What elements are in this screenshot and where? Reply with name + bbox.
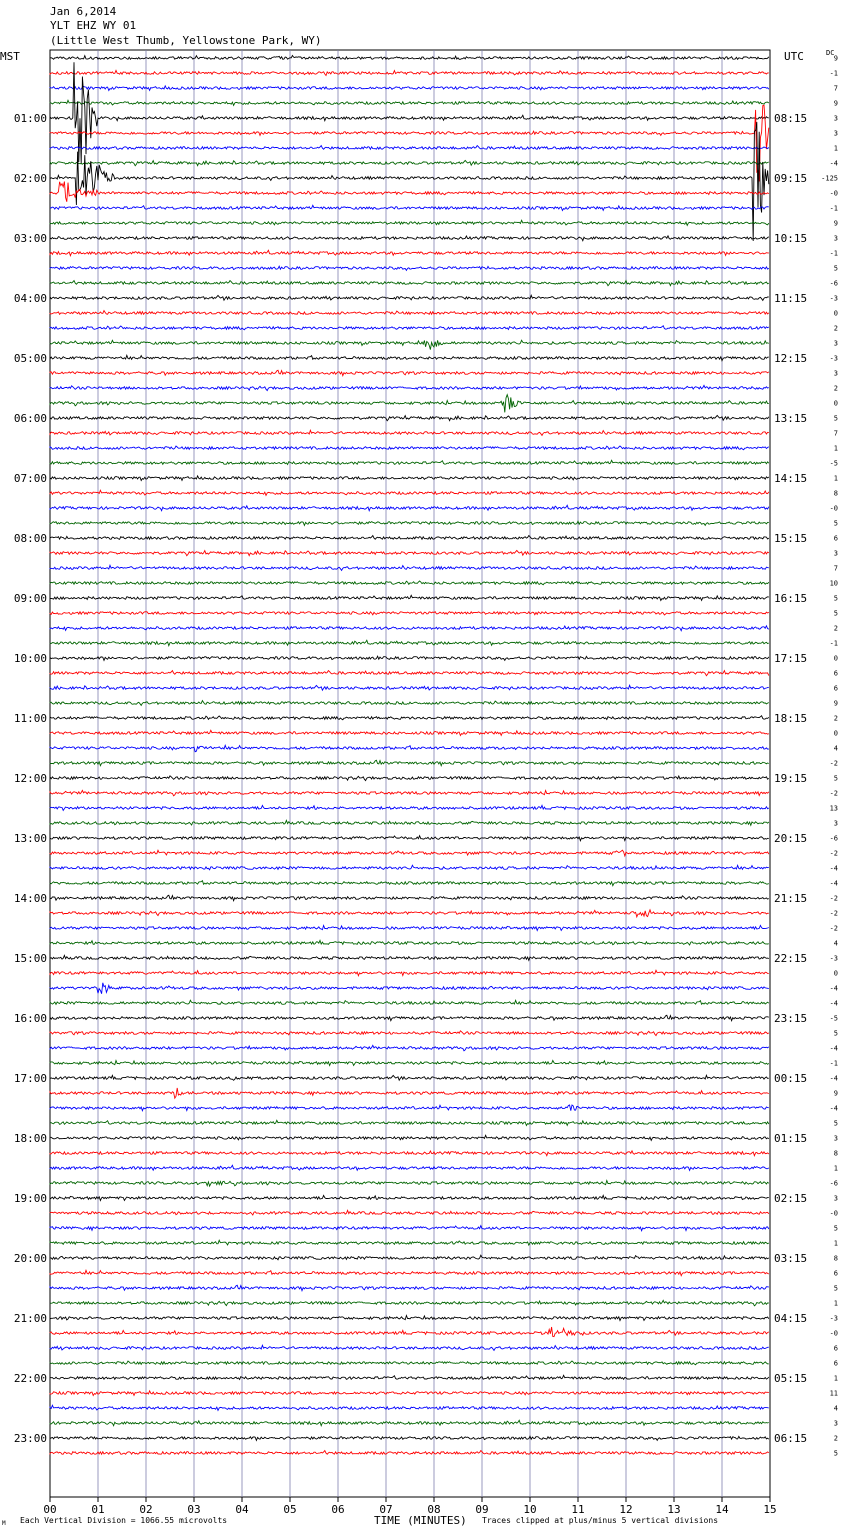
trace-line — [50, 1405, 769, 1410]
trace-line — [50, 1226, 769, 1231]
utc-hour-label: 11:15 — [774, 292, 808, 305]
utc-hour-label: 06:15 — [774, 1432, 808, 1445]
dc-offset-label: 5 — [833, 594, 838, 603]
dc-offset-label: 5 — [833, 519, 838, 528]
dc-offset-label: -3 — [829, 1314, 838, 1323]
trace-line — [50, 581, 769, 585]
dc-offset-label: -4 — [829, 999, 838, 1008]
dc-offset-label: -3 — [829, 954, 838, 963]
dc-offset-label: 6 — [833, 684, 838, 693]
dc-offset-label: 3 — [833, 549, 838, 558]
trace-line — [50, 1300, 769, 1305]
dc-offset-label: 3 — [833, 234, 838, 243]
trace-line — [50, 685, 769, 690]
trace-line — [50, 1391, 769, 1396]
dc-offset-label: 5 — [833, 1029, 838, 1038]
local-hour-label: 06:00 — [13, 412, 47, 425]
local-hour-label: 10:00 — [13, 652, 47, 665]
utc-hour-label: 00:15 — [774, 1072, 808, 1085]
x-tick-label: 04 — [235, 1503, 249, 1516]
dc-offset-label: 9 — [833, 1089, 838, 1098]
dc-offset-label: 3 — [833, 114, 838, 123]
trace-line — [50, 1436, 769, 1440]
dc-offset-label: -2 — [829, 789, 838, 798]
trace-line — [50, 716, 769, 720]
trace-line — [50, 370, 769, 375]
trace-line — [50, 1060, 769, 1065]
dc-offset-label: 3 — [833, 1419, 838, 1428]
trace-line — [50, 505, 769, 510]
trace-line — [50, 701, 769, 706]
dc-offset-label: 2 — [833, 714, 838, 723]
trace-line — [50, 1181, 769, 1187]
trace-line — [50, 805, 769, 810]
trace-line — [50, 160, 769, 165]
trace-line — [50, 550, 769, 555]
x-tick-label: 11 — [571, 1503, 585, 1516]
trace-line — [50, 385, 769, 390]
dc-offset-label: 8 — [833, 1254, 838, 1263]
utc-hour-label: 08:15 — [774, 112, 808, 125]
trace-line — [50, 1120, 769, 1125]
trace-line — [50, 895, 769, 900]
trace-line — [50, 1151, 769, 1156]
dc-offset-label: -4 — [829, 1104, 838, 1113]
trace-line — [50, 355, 769, 360]
trace-line — [50, 1375, 769, 1379]
dc-offset-label: -5 — [829, 1014, 838, 1023]
trace-line — [50, 1000, 769, 1004]
dc-offset-label: -2 — [829, 759, 838, 768]
dc-offset-label: -6 — [829, 1179, 838, 1188]
trace-line — [50, 1031, 769, 1036]
local-hour-label: 16:00 — [13, 1012, 47, 1025]
dc-offset-label: -1 — [829, 249, 838, 258]
dc-offset-label: 1 — [833, 1164, 838, 1173]
trace-line — [50, 415, 769, 420]
dc-offset-label: 4 — [833, 744, 838, 753]
trace-line — [50, 760, 769, 765]
utc-hour-label: 13:15 — [774, 412, 808, 425]
trace-line — [50, 1451, 769, 1455]
dc-offset-label: 6 — [833, 1344, 838, 1353]
dc-offset-label: 4 — [833, 939, 838, 948]
trace-line — [50, 1361, 769, 1365]
trace-line — [50, 610, 769, 615]
trace-line — [50, 1195, 769, 1200]
dc-offset-label: 0 — [833, 729, 838, 738]
local-hour-label: 07:00 — [13, 472, 47, 485]
dc-offset-label: -0 — [829, 504, 838, 513]
x-tick-label: 15 — [763, 1503, 777, 1516]
trace-line — [50, 881, 769, 886]
trace-line — [50, 1316, 769, 1321]
trace-line — [50, 266, 769, 270]
dc-offset-label: 10 — [829, 579, 838, 588]
dc-offset-label: -4 — [829, 984, 838, 993]
dc-offset-label: 9 — [833, 99, 838, 108]
trace-line — [50, 656, 769, 660]
trace-line — [50, 940, 769, 945]
dc-offset-label: -2 — [829, 909, 838, 918]
trace-line — [50, 236, 769, 241]
clip-note: Traces clipped at plus/minus 5 vertical divisions — [482, 1516, 719, 1525]
dc-offset-label: -6 — [829, 834, 838, 843]
trace-line — [50, 1045, 769, 1050]
trace-line — [50, 521, 769, 525]
local-hour-label: 04:00 — [13, 292, 47, 305]
trace-line — [50, 395, 769, 413]
trace-line — [50, 1255, 769, 1260]
trace-line — [50, 955, 769, 960]
x-tick-label: 00 — [43, 1503, 57, 1516]
trace-line — [50, 970, 769, 975]
trace-line — [50, 446, 769, 450]
dc-offset-label: 2 — [833, 324, 838, 333]
utc-hour-label: 16:15 — [774, 592, 808, 605]
trace-line — [50, 536, 769, 540]
dc-offset-label: 6 — [833, 534, 838, 543]
x-tick-label: 10 — [523, 1503, 537, 1516]
local-hour-label: 17:00 — [13, 1072, 47, 1085]
corner-mark: M — [2, 1520, 6, 1527]
trace-line — [50, 311, 769, 315]
trace-line — [50, 1088, 769, 1098]
dc-offset-label: 8 — [833, 489, 838, 498]
trace-line — [50, 70, 769, 75]
trace-line — [50, 925, 769, 930]
local-timezone-label: MST — [0, 50, 20, 63]
utc-hour-label: 15:15 — [774, 532, 808, 545]
trace-line — [50, 820, 769, 825]
trace-line — [50, 626, 769, 631]
local-hour-label: 22:00 — [13, 1372, 47, 1385]
local-hour-label: 03:00 — [13, 232, 47, 245]
x-tick-label: 09 — [475, 1503, 489, 1516]
trace-line — [50, 1135, 769, 1140]
dc-offset-label: 9 — [833, 219, 838, 228]
dc-offset-label: -2 — [829, 849, 838, 858]
dc-offset-label: 3 — [833, 369, 838, 378]
utc-hour-label: 05:15 — [774, 1372, 808, 1385]
dc-offset-label: 9 — [833, 699, 838, 708]
local-hour-label: 13:00 — [13, 832, 47, 845]
trace-line — [50, 595, 769, 600]
trace-line — [50, 146, 769, 150]
trace-line — [50, 1327, 769, 1337]
dc-offset-label: 6 — [833, 669, 838, 678]
trace-line — [50, 250, 769, 255]
dc-offset-label: 0 — [833, 399, 838, 408]
utc-hour-label: 09:15 — [774, 172, 808, 185]
dc-offset-label: -3 — [829, 354, 838, 363]
trace-line — [50, 671, 769, 676]
utc-hour-label: 19:15 — [774, 772, 808, 785]
dc-offset-label: 0 — [833, 969, 838, 978]
trace-line — [50, 1420, 769, 1425]
trace-line — [50, 182, 769, 202]
local-hour-label: 19:00 — [13, 1192, 47, 1205]
dc-offset-label: 3 — [833, 1134, 838, 1143]
x-tick-label: 13 — [667, 1503, 681, 1516]
utc-hour-label: 22:15 — [774, 952, 808, 965]
dc-offset-label: 7 — [833, 564, 838, 573]
local-hour-label: 21:00 — [13, 1312, 47, 1325]
utc-hour-label: 02:15 — [774, 1192, 808, 1205]
trace-line — [50, 910, 769, 917]
dc-offset-label: 5 — [833, 609, 838, 618]
station-location: (Little West Thumb, Yellowstone Park, WY) — [50, 34, 322, 47]
dc-offset-label: -1 — [829, 639, 838, 648]
trace-group — [50, 56, 769, 1455]
trace-line — [50, 100, 769, 105]
utc-hour-label: 14:15 — [774, 472, 808, 485]
local-hour-label: 09:00 — [13, 592, 47, 605]
x-tick-label: 08 — [427, 1503, 441, 1516]
local-hour-label: 23:00 — [13, 1432, 47, 1445]
local-hour-label: 20:00 — [13, 1252, 47, 1265]
utc-hour-label: 23:15 — [774, 1012, 808, 1025]
dc-offset-label: 5 — [833, 1119, 838, 1128]
dc-offset-label: 7 — [833, 429, 838, 438]
dc-offset-label: 9 — [833, 54, 838, 63]
dc-offset-label: -4 — [829, 1074, 838, 1083]
dc-offset-label: 4 — [833, 1404, 838, 1413]
trace-line — [50, 836, 769, 841]
trace-line — [50, 86, 769, 91]
utc-hour-label: 01:15 — [774, 1132, 808, 1145]
trace-line — [50, 476, 769, 481]
trace-line — [50, 295, 769, 300]
dc-offset-label: 5 — [833, 414, 838, 423]
trace-line — [50, 865, 769, 870]
local-hour-label: 12:00 — [13, 772, 47, 785]
dc-offset-label: -2 — [829, 894, 838, 903]
plot-date: Jan 6,2014 — [50, 5, 117, 18]
station-code: YLT EHZ WY 01 — [50, 19, 137, 32]
local-hour-label: 18:00 — [13, 1132, 47, 1145]
dc-offset-label: 1 — [833, 144, 838, 153]
trace-line — [50, 205, 769, 210]
local-hour-label: 05:00 — [13, 352, 47, 365]
dc-offset-label: 11 — [829, 1389, 838, 1398]
trace-line — [50, 1285, 769, 1290]
dc-offset-label: -2 — [829, 924, 838, 933]
dc-offset-label: -125 — [821, 174, 838, 183]
dc-offset-label: 1 — [833, 1239, 838, 1248]
trace-line — [50, 640, 769, 645]
utc-hour-label: 20:15 — [774, 832, 808, 845]
trace-line — [50, 565, 769, 570]
trace-line — [50, 340, 769, 349]
x-axis-label: TIME (MINUTES) — [374, 1514, 467, 1527]
dc-offset-label: 0 — [833, 654, 838, 663]
dc-offset-label: 3 — [833, 339, 838, 348]
utc-hour-label: 03:15 — [774, 1252, 808, 1265]
x-tick-label: 14 — [715, 1503, 729, 1516]
x-tick-label: 05 — [283, 1503, 297, 1516]
vertical-division-note: Each Vertical Division = 1066.55 microvolts — [20, 1516, 228, 1525]
x-tick-label: 03 — [187, 1503, 201, 1516]
trace-line — [50, 1345, 769, 1350]
trace-line — [50, 1240, 769, 1245]
trace-line — [50, 1105, 769, 1111]
local-hour-label: 01:00 — [13, 112, 47, 125]
dc-offset-label: 2 — [833, 624, 838, 633]
dc-offset-label: -0 — [829, 189, 838, 198]
trace-line — [50, 745, 769, 751]
trace-line — [50, 281, 769, 286]
trace-line — [50, 790, 769, 795]
trace-line — [50, 1015, 769, 1020]
local-hour-label: 02:00 — [13, 172, 47, 185]
dc-offset-label: -4 — [829, 159, 838, 168]
dc-offset-label: -3 — [829, 294, 838, 303]
dc-offset-label: -1 — [829, 1059, 838, 1068]
dc-offset-label: -0 — [829, 1329, 838, 1338]
dc-offset-label: 5 — [833, 1224, 838, 1233]
dc-offset-label: -6 — [829, 279, 838, 288]
dc-offset-label: 1 — [833, 474, 838, 483]
dc-offset-label: -4 — [829, 879, 838, 888]
dc-offset-label: 3 — [833, 1194, 838, 1203]
trace-line — [50, 220, 769, 225]
dc-offset-label: -1 — [829, 69, 838, 78]
dc-offset-label: 2 — [833, 1434, 838, 1443]
dc-offset-label: 5 — [833, 1284, 838, 1293]
x-tick-label: 06 — [331, 1503, 345, 1516]
trace-line — [50, 1075, 769, 1080]
local-hour-label: 11:00 — [13, 712, 47, 725]
x-tick-label: 02 — [139, 1503, 153, 1516]
utc-hour-label: 10:15 — [774, 232, 808, 245]
x-tick-label: 12 — [619, 1503, 633, 1516]
dc-offset-label: -4 — [829, 1044, 838, 1053]
x-tick-label: 01 — [91, 1503, 105, 1516]
trace-line — [50, 326, 769, 330]
dc-offset-label: 6 — [833, 1359, 838, 1368]
trace-line — [50, 730, 769, 735]
dc-offset-label: 1 — [833, 1374, 838, 1383]
dc-offset-label: 5 — [833, 264, 838, 273]
dc-offset-label: 5 — [833, 774, 838, 783]
trace-line — [50, 1270, 769, 1275]
local-hour-label: 14:00 — [13, 892, 47, 905]
trace-line — [50, 430, 769, 435]
dc-offset-label: 3 — [833, 819, 838, 828]
trace-line — [50, 1210, 769, 1215]
trace-line — [50, 1165, 769, 1170]
dc-offset-label: 0 — [833, 309, 838, 318]
dc-offset-header: DC — [826, 49, 835, 57]
dc-offset-label: -1 — [829, 204, 838, 213]
utc-timezone-label: UTC — [784, 50, 804, 63]
trace-line — [50, 850, 769, 856]
dc-offset-label: -5 — [829, 459, 838, 468]
trace-line — [50, 983, 769, 994]
dc-offset-label: 1 — [833, 444, 838, 453]
local-hour-label: 15:00 — [13, 952, 47, 965]
dc-offset-label: 7 — [833, 84, 838, 93]
dc-offset-label: 3 — [833, 129, 838, 138]
axis-labels — [14, 55, 838, 1517]
dc-offset-label: 2 — [833, 384, 838, 393]
dc-offset-label: -4 — [829, 864, 838, 873]
dc-offset-label: 5 — [833, 1449, 838, 1458]
utc-hour-label: 18:15 — [774, 712, 808, 725]
trace-line — [50, 460, 769, 464]
utc-hour-label: 21:15 — [774, 892, 808, 905]
dc-offset-label: 13 — [829, 804, 838, 813]
utc-hour-label: 17:15 — [774, 652, 808, 665]
trace-line — [50, 56, 769, 60]
dc-offset-label: -0 — [829, 1209, 838, 1218]
dc-offset-label: 1 — [833, 1299, 838, 1308]
trace-line — [50, 490, 769, 495]
utc-hour-label: 04:15 — [774, 1312, 808, 1325]
trace-line — [50, 776, 769, 781]
utc-hour-label: 12:15 — [774, 352, 808, 365]
local-hour-label: 08:00 — [13, 532, 47, 545]
dc-offset-label: 8 — [833, 1149, 838, 1158]
dc-offset-label: 6 — [833, 1269, 838, 1278]
x-tick-label: 07 — [379, 1503, 393, 1516]
